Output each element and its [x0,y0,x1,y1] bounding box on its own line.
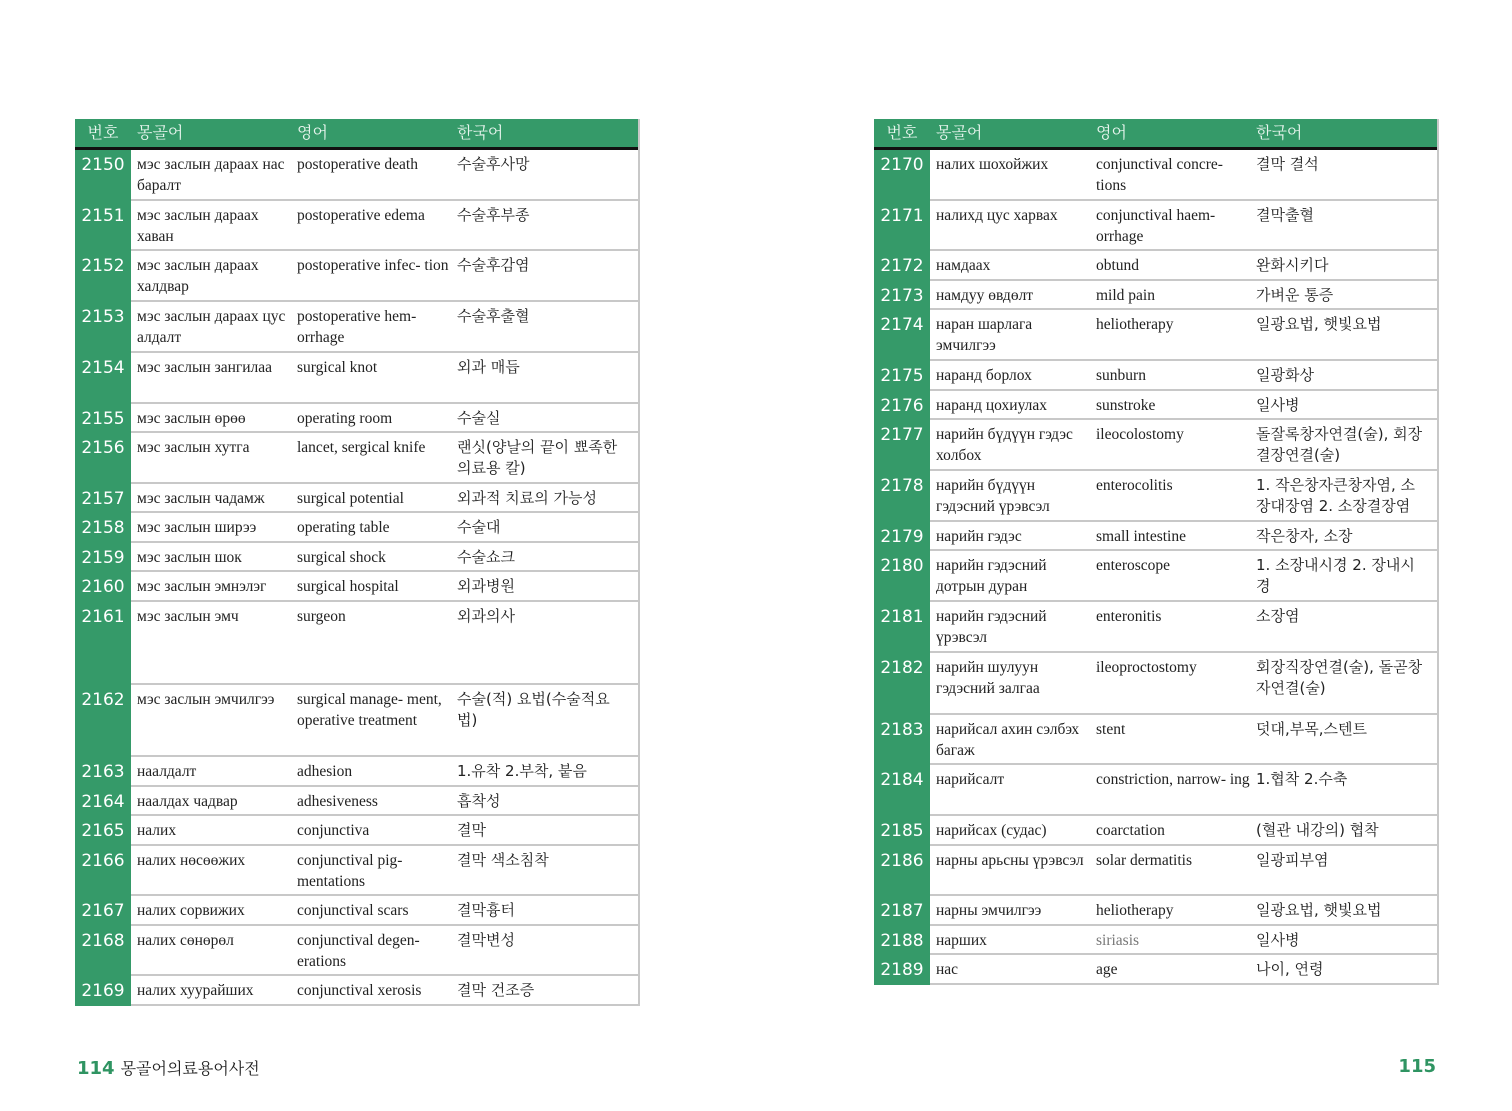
english-term: conjunctival scars [297,902,409,919]
mongolian-term: нарийсал ахин сэлбэх багаж [936,721,1080,759]
entry-number: 2185 [874,816,930,846]
korean-term: 1. 소장내시경 2. 장내시경 [1256,556,1415,595]
mongolian-term: налих сорвижих [137,902,245,919]
english-term: conjunctival degen- erations [297,932,420,970]
english-term: stent [1096,721,1126,738]
korean-term: 수술대 [457,518,501,536]
table-row [874,715,1437,765]
korean-term: 1.협착 2.수축 [1256,770,1348,788]
korean-term: 일사병 [1256,396,1300,414]
english-term: postoperative death [297,156,418,173]
korean-term: 결막변성 [457,931,515,949]
entry-number: 2153 [75,302,131,353]
table-row [75,251,638,302]
mongolian-term: мэс заслын хутга [137,439,250,456]
english-term: surgeon [297,608,346,625]
english-term: postoperative edema [297,207,425,224]
header-english: 영어 [1096,123,1127,142]
korean-term: 수술(적) 요법(수술적요법) [457,690,610,729]
table-row [874,471,1437,522]
mongolian-term: нарийсалт [936,771,1005,788]
korean-term: 완화시키다 [1256,256,1329,274]
english-term: conjunctival concre- tions [1096,156,1223,194]
entry-number: 2166 [75,846,131,896]
mongolian-term: нарийн гэдэсний үрэвсэл [936,608,1047,646]
table-row [874,765,1437,816]
english-term: ileocolostomy [1096,426,1184,443]
table-row [874,926,1437,955]
mongolian-term: налих сөнөрөл [137,932,234,949]
book-title: 몽골어의료용어사전 [120,1059,260,1078]
mongolian-term: мэс заслын ширээ [137,519,257,536]
table-row [75,150,638,201]
korean-term: 1.유착 2.부착, 붙음 [457,762,587,780]
table-row [75,926,638,976]
mongolian-term: мэс заслын дараах хаван [137,207,259,245]
entry-number: 2179 [874,522,930,551]
mongolian-term: мэс заслын эмнэлэг [137,578,267,595]
mongolian-term: мэс заслын дараах халдвар [137,257,259,295]
entry-number: 2157 [75,484,131,513]
korean-term: 수술후사망 [457,155,530,173]
table-row [75,201,638,251]
english-term: conjunctival haem- orrhage [1096,207,1216,245]
korean-term: 소장염 [1256,607,1300,625]
mongolian-term: нарших [936,932,987,949]
table-row [75,757,638,787]
korean-term: 작은창자, 소장 [1256,527,1353,545]
mongolian-term: налих нөсөөжих [137,852,246,869]
mongolian-term: налихд цус харвах [936,207,1058,224]
table-row [75,543,638,572]
entry-number: 2172 [874,251,930,281]
entry-number: 2156 [75,433,131,484]
entry-number: 2168 [75,926,131,976]
table-row [75,896,638,926]
table-row [75,513,638,543]
korean-term: 결막 건조증 [457,981,535,999]
table-row [874,846,1437,896]
mongolian-term: мэс заслын өрөө [137,410,246,427]
korean-term: 일사병 [1256,931,1300,949]
entry-number: 2189 [874,955,930,985]
entry-number: 2167 [75,896,131,926]
table-row [75,846,638,896]
mongolian-term: нас [936,961,959,978]
entry-number: 2152 [75,251,131,302]
mongolian-term: намдаах [936,257,991,274]
table-row [874,391,1437,420]
mongolian-term: налих [137,822,177,839]
header-english: 영어 [297,123,328,142]
korean-term: 나이, 연령 [1256,960,1324,978]
english-term: heliotherapy [1096,316,1174,333]
table-row [874,896,1437,926]
korean-term: 일광화상 [1256,366,1314,384]
mongolian-term: нарийсах (судас) [936,822,1047,839]
korean-term: 회장직장연결(술), 돌곧창자연결(술) [1256,658,1423,697]
english-term: enterocolitis [1096,477,1173,494]
english-term: surgical manage- ment, operative treatment [297,691,442,729]
entry-number: 2186 [874,846,930,896]
entry-number: 2173 [874,281,930,310]
korean-term: 외과병원 [457,577,515,595]
entry-number: 2163 [75,757,131,787]
entry-number: 2183 [874,715,930,765]
table-row [874,653,1437,715]
korean-term: 외과의사 [457,607,515,625]
english-term: enteroscope [1096,557,1171,574]
english-term: sunburn [1096,367,1146,384]
korean-term: 가벼운 통증 [1256,286,1334,304]
korean-term: 결막출혈 [1256,206,1314,224]
english-term: operating table [297,519,390,536]
header-number: 번호 [886,123,918,142]
table-row [75,302,638,353]
korean-term: 결막흉터 [457,901,515,919]
table-row [874,361,1437,391]
korean-term: 일광요법, 햇빛요법 [1256,315,1382,333]
table-row [75,572,638,602]
right-glossary-table [874,119,1439,985]
korean-term: 덧대,부목,스텐트 [1256,720,1367,738]
korean-term: 수술후출혈 [457,307,530,325]
table-row [75,685,638,757]
mongolian-term: нарийн бүдүүн гэдэсний үрэвсэл [936,477,1050,515]
korean-term: 결막 색소침착 [457,851,549,869]
table-row [75,787,638,816]
korean-term: 결막 결석 [1256,155,1319,173]
english-term: surgical hospital [297,578,399,595]
entry-number: 2187 [874,896,930,926]
entry-number: 2176 [874,391,930,420]
korean-term: (혈관 내강의) 협착 [1256,821,1379,839]
english-term: enteronitis [1096,608,1162,625]
korean-term: 결막 [457,821,486,839]
header-korean: 한국어 [1256,123,1303,142]
table-row [75,404,638,433]
mongolian-term: мэс заслын дараах нас баралт [137,156,285,194]
entry-number: 2181 [874,602,930,653]
english-term: operating room [297,410,393,427]
english-term: conjunctival xerosis [297,982,422,999]
header-korean: 한국어 [457,123,504,142]
mongolian-term: наалдах чадвар [137,793,238,810]
entry-number: 2151 [75,201,131,251]
mongolian-term: наранд борлох [936,367,1032,384]
header-number: 번호 [87,123,119,142]
mongolian-term: намдуу өвдөлт [936,287,1034,304]
mongolian-term: мэс заслын эмч [137,608,239,625]
entry-number: 2184 [874,765,930,816]
entry-number: 2161 [75,602,131,685]
mongolian-term: наран шарлага эмчилгээ [936,316,1033,354]
entry-number: 2155 [75,404,131,433]
english-term: small intestine [1096,528,1186,545]
korean-term: 흡착성 [457,792,501,810]
korean-term: 돌잘록창자연결(술), 회장결장연결(술) [1256,425,1423,464]
mongolian-term: нарийн шулуун гэдэсний залгаа [936,659,1040,697]
header-mongolian: 몽골어 [936,123,983,142]
entry-number: 2188 [874,926,930,955]
korean-term: 1. 작은창자큰창자염, 소장대장염 2. 소장결장염 [1256,476,1416,515]
english-term: lancet, sergical knife [297,439,426,456]
mongolian-term: наранд цохиулах [936,397,1047,414]
entry-number: 2164 [75,787,131,816]
english-term: ileoproctostomy [1096,659,1197,676]
table-row [874,816,1437,846]
mongolian-term: налих шохойжих [936,156,1049,173]
english-term: mild pain [1096,287,1155,304]
entry-number: 2162 [75,685,131,757]
korean-term: 랜싯(양날의 끝이 뾰족한 의료용 칼) [457,438,618,477]
entry-number: 2150 [75,150,131,201]
english-term: solar dermatitis [1096,852,1192,869]
table-row [75,353,638,404]
korean-term: 수술후감염 [457,256,530,274]
entry-number: 2171 [874,201,930,251]
mongolian-term: нарийн гэдэс [936,528,1022,545]
table-row [75,484,638,513]
korean-term: 외과 매듭 [457,358,520,376]
table-row [874,955,1437,985]
entry-number: 2169 [75,976,131,1006]
english-term: age [1096,961,1118,978]
table-header [874,119,1437,150]
entry-number: 2178 [874,471,930,522]
korean-term: 수술쇼크 [457,548,515,566]
entry-number: 2182 [874,653,930,715]
english-term: surgical potential [297,490,404,507]
english-term: postoperative hem- orrhage [297,308,417,346]
korean-term: 수술후부종 [457,206,530,224]
entry-number: 2165 [75,816,131,846]
english-term: sunstroke [1096,397,1156,414]
mongolian-term: налих хуурайших [137,982,254,999]
table-row [874,420,1437,471]
mongolian-term: мэс заслын дараах цус алдалт [137,308,286,346]
mongolian-term: мэс заслын шок [137,549,242,566]
english-term: surgical knot [297,359,378,376]
english-term: constriction, narrow- ing [1096,771,1250,788]
mongolian-term: нарийн гэдэсний дотрын дуран [936,557,1047,595]
table-row [874,602,1437,653]
table-row [874,522,1437,551]
english-term: coarctation [1096,822,1165,839]
table-row [874,551,1437,602]
english-term: siriasis [1096,932,1140,949]
table-row [75,816,638,846]
table-row [75,976,638,1006]
mongolian-term: мэс заслын чадамж [137,490,265,507]
entry-number: 2180 [874,551,930,602]
table-row [874,310,1437,361]
entry-number: 2160 [75,572,131,602]
table-row [874,251,1437,281]
english-term: adhesion [297,763,353,780]
entry-number: 2177 [874,420,930,471]
mongolian-term: нарийн бүдүүн гэдэс холбох [936,426,1073,464]
table-row [874,201,1437,251]
left-page-footer [77,1056,260,1079]
mongolian-term: наалдалт [137,763,197,780]
table-header [75,119,638,150]
mongolian-term: мэс заслын зангилаа [137,359,273,376]
english-term: adhesiveness [297,793,378,810]
header-mongolian: 몽골어 [137,123,184,142]
mongolian-term: нарны арьсны үрэвсэл [936,852,1084,869]
entry-number: 2175 [874,361,930,391]
table-row [75,602,638,685]
entry-number: 2159 [75,543,131,572]
english-term: heliotherapy [1096,902,1174,919]
entry-number: 2154 [75,353,131,404]
table-row [874,150,1437,201]
left-glossary-table [75,119,640,1006]
mongolian-term: нарны эмчилгээ [936,902,1042,919]
mongolian-term: мэс заслын эмчилгээ [137,691,275,708]
page-number: 114 [77,1058,115,1079]
entry-number: 2158 [75,513,131,543]
page-number: 115 [1398,1056,1436,1077]
english-term: obtund [1096,257,1140,274]
table-row [75,433,638,484]
table-row [874,281,1437,310]
english-term: conjunctival pig- mentations [297,852,403,890]
entry-number: 2174 [874,310,930,361]
korean-term: 수술실 [457,409,501,427]
english-term: conjunctiva [297,822,370,839]
korean-term: 외과적 치료의 가능성 [457,489,597,507]
entry-number: 2170 [874,150,930,201]
korean-term: 일광요법, 햇빛요법 [1256,901,1382,919]
korean-term: 일광피부염 [1256,851,1329,869]
english-term: surgical shock [297,549,386,566]
english-term: postoperative infec- tion [297,257,449,274]
